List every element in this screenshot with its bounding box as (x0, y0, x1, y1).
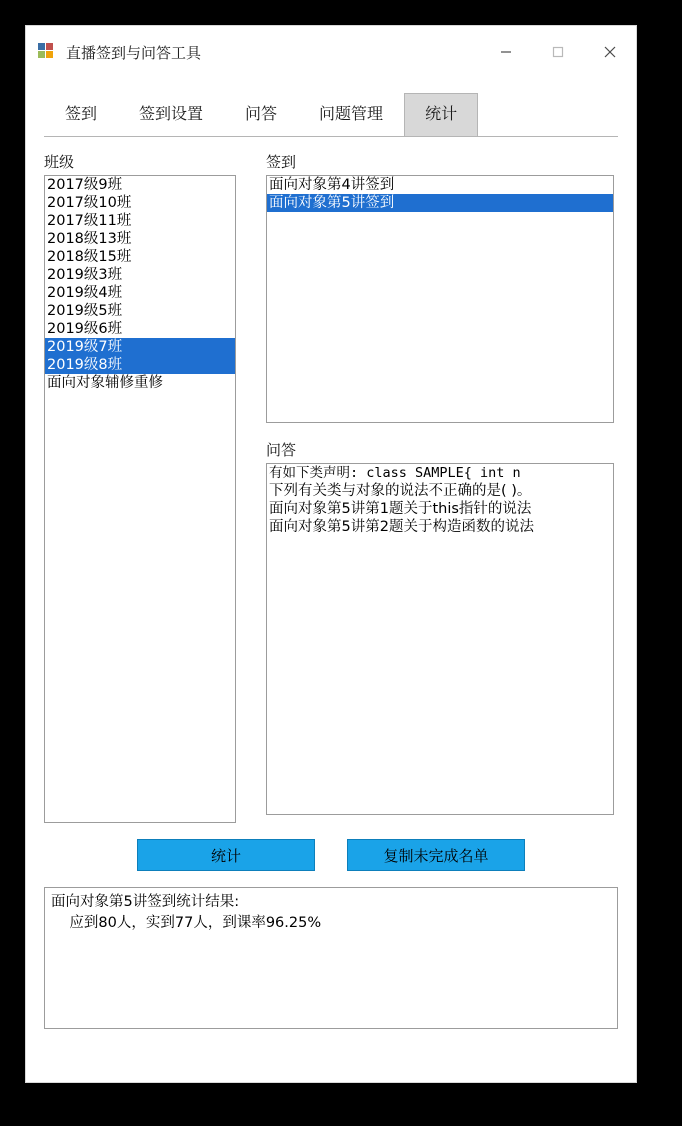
class-listbox[interactable] (44, 175, 236, 823)
panes-row (44, 151, 618, 823)
tab-question-management[interactable]: 问题管理 (319, 106, 384, 123)
tab-qa[interactable]: 问答 (245, 106, 278, 123)
statistics-button[interactable]: 统计 (137, 839, 315, 871)
qa-listbox[interactable] (266, 463, 614, 815)
list-item[interactable]: 2019级4班 (47, 285, 123, 301)
list-item[interactable]: 2019级7班 (45, 338, 235, 356)
window-title: 直播签到与问答工具 (66, 44, 202, 62)
list-item[interactable]: 2019级8班 (45, 356, 235, 374)
list-item[interactable]: 2017级10班 (47, 195, 132, 211)
list-item[interactable]: 有如下类声明: class SAMPLE{ int n (269, 465, 521, 481)
minimize-icon[interactable] (480, 26, 532, 78)
list-item[interactable]: 面向对象第4讲签到 (269, 177, 395, 193)
list-item[interactable]: 2019级3班 (47, 267, 123, 283)
result-textbox[interactable] (44, 887, 618, 1029)
statistics-panel (26, 137, 636, 1082)
list-item[interactable]: 2018级13班 (47, 231, 132, 247)
list-item[interactable]: 2019级5班 (47, 303, 123, 319)
action-buttons-row (44, 839, 618, 871)
window-controls (480, 26, 636, 78)
signin-listbox[interactable] (266, 175, 614, 423)
class-pane (44, 151, 236, 823)
tab-signin[interactable]: 签到 (65, 106, 98, 123)
maximize-icon[interactable] (532, 26, 584, 78)
signin-list-label: 签到 (266, 154, 297, 171)
tab-strip-container (26, 78, 636, 137)
copy-incomplete-list-button[interactable]: 复制未完成名单 (347, 839, 525, 871)
result-detail: 应到80人，实到77人，到课率96.25% (51, 915, 322, 931)
app-icon (38, 43, 56, 61)
tab-strip (44, 90, 618, 137)
list-item[interactable]: 面向对象第5讲第1题关于this指针的说法 (269, 501, 532, 517)
list-item[interactable]: 2017级9班 (47, 177, 123, 193)
list-item[interactable]: 下列有关类与对象的说法不正确的是( )。 (269, 483, 532, 499)
signin-qa-pane (266, 151, 614, 823)
list-item[interactable]: 2017级11班 (47, 213, 132, 229)
close-icon[interactable] (584, 26, 636, 78)
list-item[interactable]: 面向对象第5讲第2题关于构造函数的说法 (269, 519, 534, 535)
tab-signin-settings[interactable]: 签到设置 (139, 106, 204, 123)
list-item[interactable]: 面向对象第5讲签到 (267, 194, 613, 212)
tab-statistics[interactable]: 统计 (404, 93, 478, 136)
list-item[interactable]: 2019级6班 (47, 321, 123, 337)
list-item[interactable]: 2018级15班 (47, 249, 132, 265)
list-item[interactable]: 面向对象辅修重修 (47, 375, 163, 391)
application-window (25, 25, 637, 1083)
result-title: 面向对象第5讲签到统计结果: (51, 894, 240, 910)
class-list-label: 班级 (44, 154, 75, 171)
title-bar (26, 26, 636, 78)
qa-list-label: 问答 (266, 442, 297, 459)
